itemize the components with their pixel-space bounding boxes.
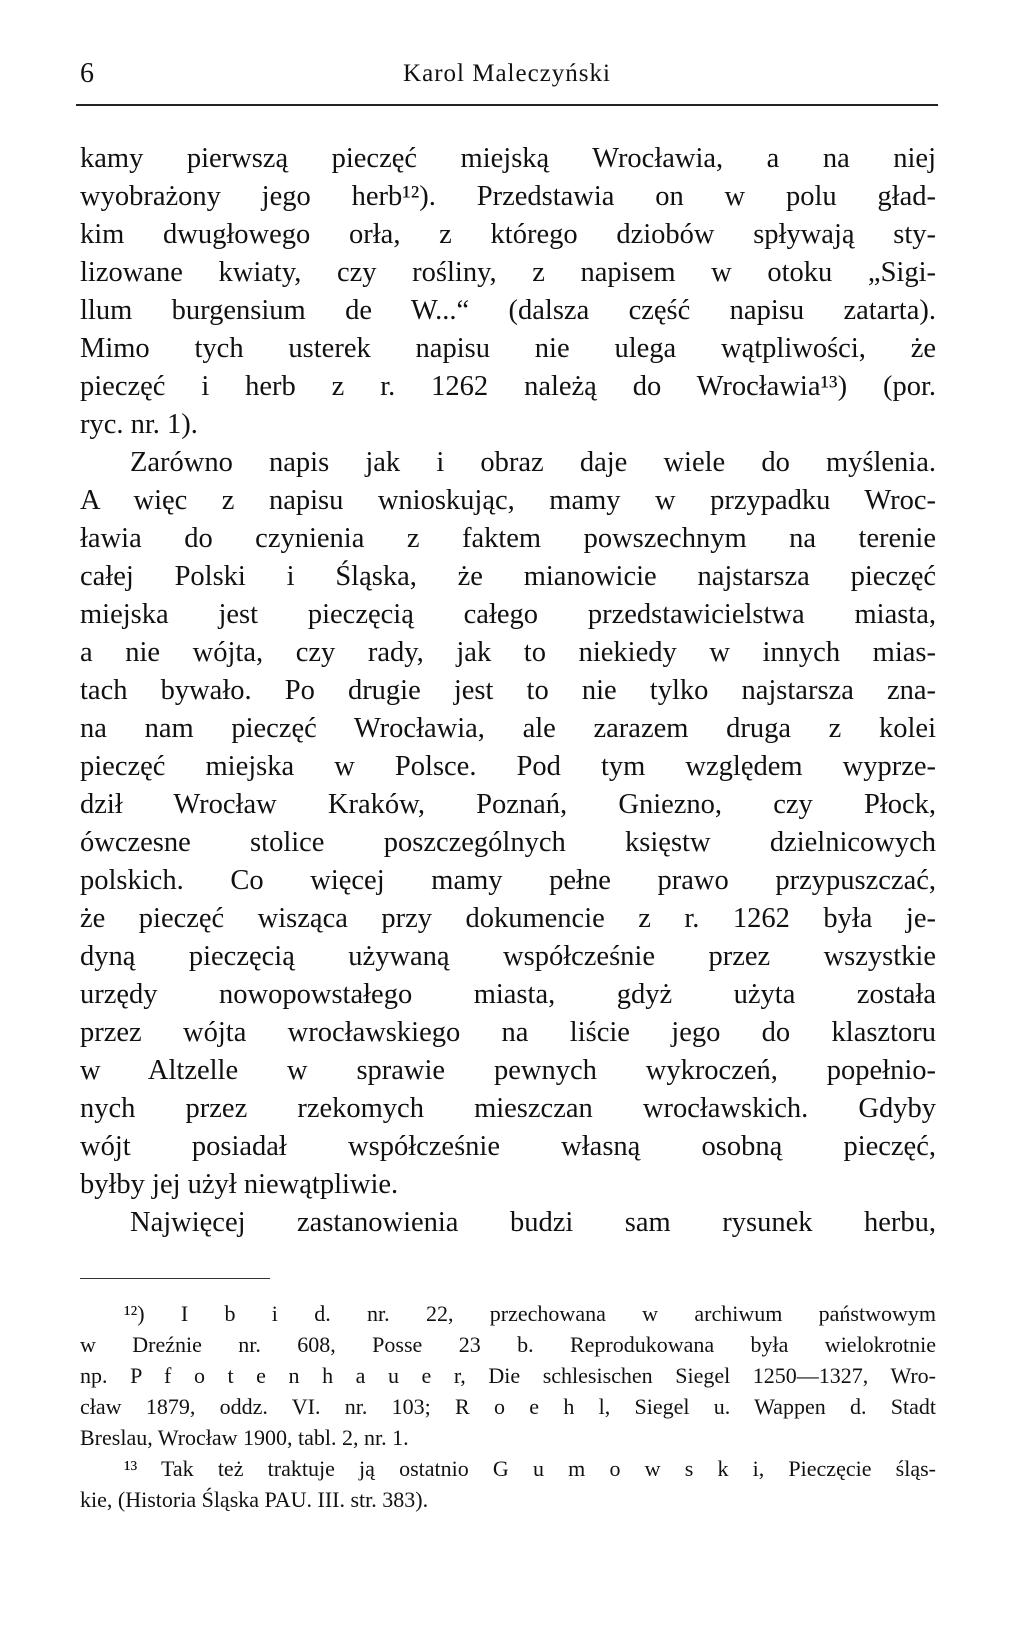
- body-line: miejska jest pieczęcią całego przedstawicielstwa miasta,: [80, 599, 936, 630]
- footnote-line: Breslau, Wrocław 1900, tabl. 2, nr. 1.: [80, 1425, 409, 1450]
- body-line: ówczesne stolice poszczególnych księstw dzielnicowych: [80, 827, 936, 858]
- body-line: a nie wójta, czy rady, jak to niekiedy w innych mias-: [80, 637, 936, 668]
- body-line: że pieczęć wisząca przy dokumencie z r. 1262 była je-: [80, 903, 936, 934]
- header-rule: [76, 104, 938, 106]
- page-number: 6: [80, 58, 94, 89]
- body-line: dyną pieczęcią używaną współcześnie przez wszystkie: [80, 941, 936, 972]
- body-line: kim dwugłowego orła, z którego dziobów spływają sty-: [80, 219, 936, 250]
- body-line: kamy pierwszą pieczęć miejską Wrocławia, a na niej: [80, 143, 936, 174]
- body-line: pieczęć miejska w Polsce. Pod tym względem wyprze-: [80, 751, 936, 782]
- body-line: urzędy nowopowstałego miasta, gdyż użyta została: [80, 979, 936, 1010]
- body-line: dził Wrocław Kraków, Poznań, Gniezno, czy Płock,: [80, 789, 936, 820]
- body-line: byłby jej użył niewątpliwie.: [80, 1169, 399, 1200]
- footnote-line: ¹³ Tak też traktuje ją ostatnio G u m o w s k i, Pieczęcie śląs-: [124, 1456, 936, 1481]
- body-line: na nam pieczęć Wrocławia, ale zarazem druga z kolei: [80, 713, 936, 744]
- body-line: Mimo tych usterek napisu nie ulega wątpliwości, że: [80, 333, 936, 364]
- footnote-line: kie, (Historia Śląska PAU. III. str. 383).: [80, 1487, 429, 1512]
- body-line: pieczęć i herb z r. 1262 należą do Wrocławia¹³) (por.: [80, 371, 936, 402]
- body-line: przez wójta wrocławskiego na liście jego do klasztoru: [80, 1017, 936, 1048]
- body-line: wyobrażony jego herb¹²). Przedstawia on w polu gład-: [80, 181, 936, 212]
- body-line: polskich. Co więcej mamy pełne prawo przypuszczać,: [80, 865, 936, 896]
- body-line: w Altzelle w sprawie pewnych wykroczeń, popełnio-: [80, 1055, 936, 1086]
- body-line: ryc. nr. 1).: [80, 409, 198, 440]
- footnote-line: w Dreźnie nr. 608, Posse 23 b. Reprodukowana była wielokrotnie: [80, 1332, 936, 1357]
- footnote-line: ¹²) I b i d. nr. 22, przechowana w archiwum państwowym: [124, 1301, 936, 1326]
- body-line: Zarówno napis jak i obraz daje wiele do myślenia.: [130, 447, 936, 478]
- body-line: nych przez rzekomych mieszczan wrocławskich. Gdyby: [80, 1093, 936, 1124]
- body-line: tach bywało. Po drugie jest to nie tylko najstarsza zna-: [80, 675, 936, 706]
- body-line: całej Polski i Śląska, że mianowicie najstarsza pieczęć: [80, 561, 936, 592]
- body-line: A więc z napisu wnioskując, mamy w przypadku Wroc-: [80, 485, 936, 516]
- body-line: Najwięcej zastanowienia budzi sam rysunek herbu,: [130, 1207, 936, 1238]
- footnote-line: np. P f o t e n h a u e r, Die schlesischen Siegel 1250—1327, Wro-: [80, 1363, 936, 1388]
- body-text: [80, 140, 936, 1242]
- body-line: ławia do czynienia z faktem powszechnym na terenie: [80, 523, 936, 554]
- footnote-rule: [80, 1278, 270, 1279]
- body-line: lizowane kwiaty, czy rośliny, z napisem w otoku „Sigi-: [80, 257, 936, 288]
- body-line: llum burgensium de W...“ (dalsza część napisu zatarta).: [80, 295, 936, 326]
- running-head: Karol Maleczyński: [403, 60, 611, 87]
- body-line: wójt posiadał współcześnie własną osobną pieczęć,: [80, 1131, 936, 1162]
- footnotes: [80, 1298, 936, 1515]
- footnote-line: cław 1879, oddz. VI. nr. 103; R o e h l, Siegel u. Wappen d. Stadt: [80, 1394, 936, 1419]
- page-header: [76, 58, 938, 102]
